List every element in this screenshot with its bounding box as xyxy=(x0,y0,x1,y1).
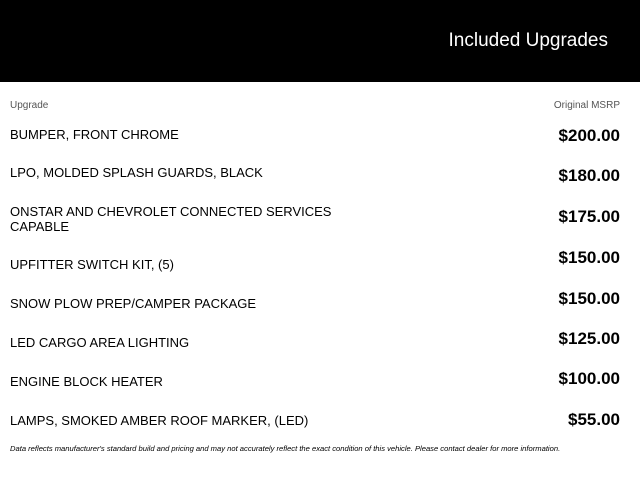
upgrade-name: LAMPS, SMOKED AMBER ROOF MARKER, (LED) xyxy=(10,413,309,428)
upgrade-price: $55.00 xyxy=(568,410,620,429)
upgrade-name: SNOW PLOW PREP/CAMPER PACKAGE xyxy=(10,296,257,311)
upgrade-name: LED CARGO AREA LIGHTING xyxy=(10,335,190,350)
upgrade-name: LPO, MOLDED SPLASH GUARDS, BLACK xyxy=(10,165,263,180)
upgrade-price: $200.00 xyxy=(558,126,620,145)
disclaimer-text: Data reflects manufacturer's standard build and pricing and may not accurately reflect the exact condition of this vehicle. Please contact dealer for more information. xyxy=(10,444,561,453)
page-title: Included Upgrades xyxy=(448,30,608,51)
upgrade-price: $125.00 xyxy=(558,329,620,348)
upgrade-name: BUMPER, FRONT CHROME xyxy=(10,127,179,142)
upgrade-price: $150.00 xyxy=(558,289,620,308)
upgrade-price: $150.00 xyxy=(558,248,620,267)
column-header-msrp: Original MSRP xyxy=(553,100,620,111)
column-header-upgrade: Upgrade xyxy=(10,100,49,111)
upgrade-price: $180.00 xyxy=(558,166,620,185)
upgrade-name: UPFITTER SWITCH KIT, (5) xyxy=(10,257,174,272)
upgrade-price: $100.00 xyxy=(558,369,620,388)
upgrade-price: $175.00 xyxy=(558,207,620,226)
upgrade-name: ENGINE BLOCK HEATER xyxy=(10,374,163,389)
header-bar xyxy=(0,0,640,82)
upgrade-name: ONSTAR AND CHEVROLET CONNECTED SERVICES CAPABLE xyxy=(10,204,332,234)
